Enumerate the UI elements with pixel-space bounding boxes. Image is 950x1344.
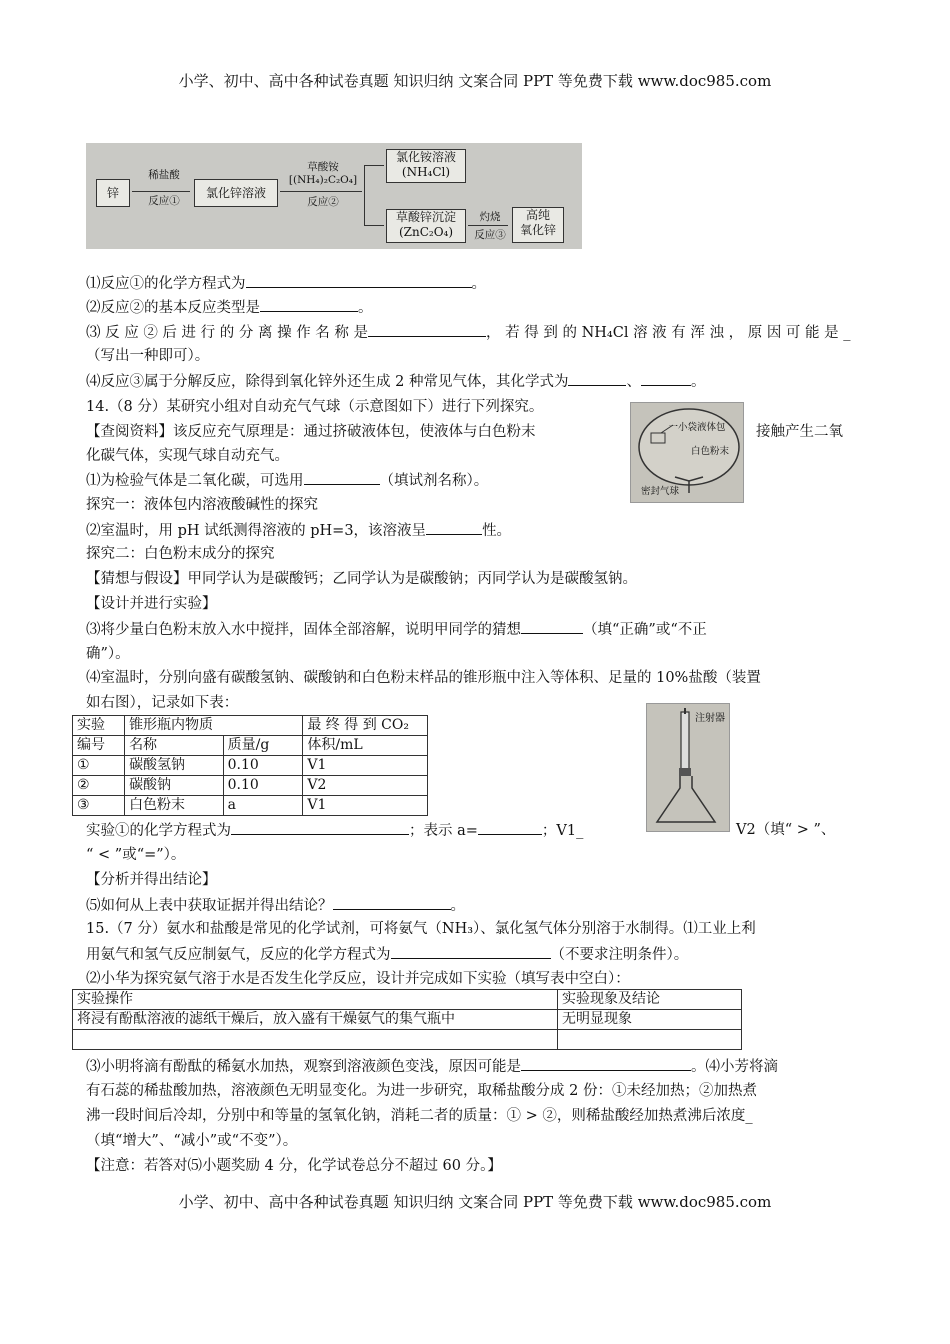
answer-blank[interactable] <box>304 469 380 485</box>
table-cell: a <box>223 796 303 816</box>
reaction2-formula: [(NH₄)₂C₂O₄] <box>288 174 358 186</box>
answer-blank[interactable] <box>521 1055 691 1071</box>
q14-part1: ⑴为检验气体是二氧化碳，可选用 （填试剂名称）。 <box>86 469 488 492</box>
q15-part1: 用氨气和氢气反应制氨气，反应的化学方程式为 （不要求注明条件）。 <box>86 943 688 966</box>
page-header: 小学、初中、高中各种试卷真题 知识归纳 文案合同 PPT 等免费下载 www.doc985.com <box>178 72 772 90</box>
table-cell: ① <box>73 756 125 776</box>
table-cell: 碳酸钠 <box>125 776 224 796</box>
q14-part4-compare: V2（填“ > ”、 <box>736 822 836 838</box>
reaction1-reagent: 稀盐酸 <box>148 169 180 181</box>
table-cell: V1 <box>303 756 428 776</box>
table-row <box>73 736 428 756</box>
reaction3-label: 反应③ <box>474 229 506 241</box>
table-header: 实验操作 <box>73 990 558 1010</box>
zno-line1: 高纯 <box>525 208 550 222</box>
syringe-label: 注射器 <box>695 713 725 724</box>
q13-part3-cont: （写出一种即可）。 <box>86 348 210 364</box>
page-footer: 小学、初中、高中各种试卷真题 知识归纳 文案合同 PPT 等免费下载 www.doc985.com <box>178 1193 772 1211</box>
table-row <box>73 776 428 796</box>
q14-part3-cont: 确”）。 <box>86 646 130 662</box>
balloon-label-sealed: 密封气球 <box>640 486 679 497</box>
q14-design: 【设计并进行实验】 <box>86 596 217 612</box>
znc2o4-name: 草酸锌沉淀 <box>395 210 456 224</box>
table-header: 实验现象及结论 <box>558 990 742 1010</box>
nh4cl-name: 氯化铵溶液 <box>395 150 456 164</box>
q14-inquiry2: 探究二：白色粉末成分的探究 <box>86 546 275 562</box>
table-cell: V1 <box>303 796 428 816</box>
q14-part3: ⑶将少量白色粉末放入水中搅拌，固体全部溶解，说明甲同学的猜想 （填“正确”或“不正 <box>86 618 707 641</box>
q13-part1: ⑴反应①的化学方程式为 。 <box>86 272 486 295</box>
data-table <box>72 715 428 816</box>
table-cell: 无明显现象 <box>558 1010 742 1030</box>
experiment-table <box>72 989 742 1050</box>
answer-cell[interactable] <box>73 1030 558 1050</box>
q14-part5: ⑸如何从上表中获取证据并得出结论？ 。 <box>86 894 465 917</box>
table-row <box>73 990 742 1010</box>
branch-line <box>364 165 365 225</box>
q14-inquiry1: 探究一：液体包内溶液酸碱性的探究 <box>86 497 318 513</box>
table-cell: ③ <box>73 796 125 816</box>
branch-top <box>364 165 384 166</box>
bonus-note: 【注意：若答对⑸小题奖励 4 分，化学试卷总分不超过 60 分。】 <box>86 1158 502 1174</box>
reaction2-reagent: 草酸铵 <box>307 161 339 173</box>
q15-part4-cont: 沸一段时间后冷却，分别中和等量的氢氧化钠，消耗二者的质量：① > ②，则稀盐酸经加热煮沸后浓度_ <box>86 1108 753 1124</box>
q14-reference-right: 接触产生二氧 <box>756 424 843 440</box>
table-cell: 碳酸氢钠 <box>125 756 224 776</box>
table-cell: 白色粉末 <box>125 796 224 816</box>
q14-hypothesis: 【猜想与假设】甲同学认为是碳酸钙；乙同学认为是碳酸钠；丙同学认为是碳酸氢钠。 <box>86 571 637 587</box>
branch-bottom <box>364 225 384 226</box>
answer-blank[interactable] <box>368 321 486 337</box>
answer-blank[interactable] <box>426 519 482 535</box>
q14-part4-compare-cont: “ < ”或“=”）。 <box>86 847 186 863</box>
table-header: 编号 <box>73 736 125 756</box>
flask-diagram <box>646 703 730 832</box>
answer-blank[interactable] <box>568 370 626 386</box>
answer-blank[interactable] <box>231 819 409 835</box>
zinc-box: 锌 <box>96 179 130 207</box>
flowchart-figure <box>86 143 582 249</box>
nh4cl-formula: (NH₄Cl) <box>401 165 451 179</box>
nh4cl-box <box>386 149 466 183</box>
answer-blank[interactable] <box>260 296 358 312</box>
answer-blank[interactable] <box>333 894 451 910</box>
q13-part3: ⑶ 反 应 ② 后 进 行 的 分 离 操 作 名 称 是 ， 若 得 到 的 NH₄Cl 溶 液 有 浑 浊 ， 原 因 可 能 是 _ <box>86 321 851 344</box>
answer-blank[interactable] <box>641 370 691 386</box>
answer-blank[interactable] <box>391 943 551 959</box>
q14-reference-cont: 化碳气体，实现气球自动充气。 <box>86 448 289 464</box>
q14-reference: 【查阅资料】该反应充气原理是：通过挤破液体包，使液体与白色粉末 <box>86 424 536 440</box>
answer-blank[interactable] <box>521 618 583 634</box>
table-cell: 将浸有酚酞溶液的滤纸干燥后，放入盛有干燥氨气的集气瓶中 <box>73 1010 558 1030</box>
table-header: 最 终 得 到 CO₂ <box>303 716 428 736</box>
q15-part2: ⑵小华为探究氨气溶于水是否发生化学反应，设计并完成如下实验（填写表中空白）： <box>86 971 630 987</box>
q14-title: 14.（8 分）某研究小组对自动充气气球（示意图如下）进行下列探究。 <box>86 399 544 415</box>
table-row <box>73 796 428 816</box>
zncl2-box: 氯化锌溶液 <box>194 179 278 207</box>
balloon-diagram <box>630 402 744 503</box>
table-cell: 0.10 <box>223 756 303 776</box>
q14-part4-cont: 如右图），记录如下表： <box>86 695 239 711</box>
table-row <box>73 756 428 776</box>
answer-cell[interactable] <box>558 1030 742 1050</box>
balloon-label-powder: 白色粉末 <box>690 446 729 457</box>
arrow-3 <box>468 225 508 226</box>
q14-part4: ⑷室温时，分别向盛有碳酸氢钠、碳酸钠和白色粉末样品的锥形瓶中注入等体积、足量的 10%盐酸（装置 <box>86 670 761 686</box>
reaction2-label: 反应② <box>307 196 339 208</box>
arrow-2 <box>280 191 362 192</box>
table-header: 锥形瓶内物质 <box>125 716 303 736</box>
table-row <box>73 1030 742 1050</box>
q14-part2: ⑵室温时，用 pH 试纸测得溶液的 pH=3，该溶液呈 性。 <box>86 519 511 542</box>
zno-line2: 氧化锌 <box>519 223 556 237</box>
answer-blank[interactable] <box>246 272 472 288</box>
table-header: 体积/mL <box>303 736 428 756</box>
q13-part2: ⑵反应②的基本反应类型是 。 <box>86 296 373 319</box>
table-row <box>73 716 428 736</box>
q15-part3: ⑶小明将滴有酚酞的稀氨水加热，观察到溶液颜色变浅，原因可能是 。⑷小芳将滴 <box>86 1055 778 1078</box>
znc2o4-box <box>386 209 466 243</box>
reaction1-label: 反应① <box>148 195 180 207</box>
reaction3-reagent: 灼烧 <box>479 211 501 223</box>
q15-part4-cont2: （填“增大”、“减小”或“不变”）。 <box>86 1133 298 1149</box>
table-cell: V2 <box>303 776 428 796</box>
table-header: 名称 <box>125 736 224 756</box>
answer-blank[interactable] <box>478 819 542 835</box>
table-cell: ② <box>73 776 125 796</box>
table-row <box>73 1010 742 1030</box>
znc2o4-formula: (ZnC₂O₄) <box>398 225 454 239</box>
balloon-label-liquid: 一小袋液体包 <box>668 422 726 433</box>
q13-part4: ⑷反应③属于分解反应，除得到氧化锌外还生成 2 种常见气体，其化学式为 、 。 <box>86 370 705 393</box>
table-cell: 0.10 <box>223 776 303 796</box>
q15-part4: 有石蕊的稀盐酸加热，溶液颜色无明显变化。为进一步研究，取稀盐酸分成 2 份：①未经加热；②加热煮 <box>86 1083 757 1099</box>
zno-box <box>512 207 564 243</box>
table-header: 质量/g <box>223 736 303 756</box>
arrow-1 <box>132 191 190 192</box>
q14-part4-equation: 实验①的化学方程式为 ；表示 a= ；V1_ <box>86 819 583 842</box>
table-header: 实验 <box>73 716 125 736</box>
q15-title: 15.（7 分）氨水和盐酸是常见的化学试剂，可将氨气（NH₃）、氯化氢气体分别溶于水制得。⑴工业上利 <box>86 921 756 937</box>
q14-conclusion-heading: 【分析并得出结论】 <box>86 872 217 888</box>
